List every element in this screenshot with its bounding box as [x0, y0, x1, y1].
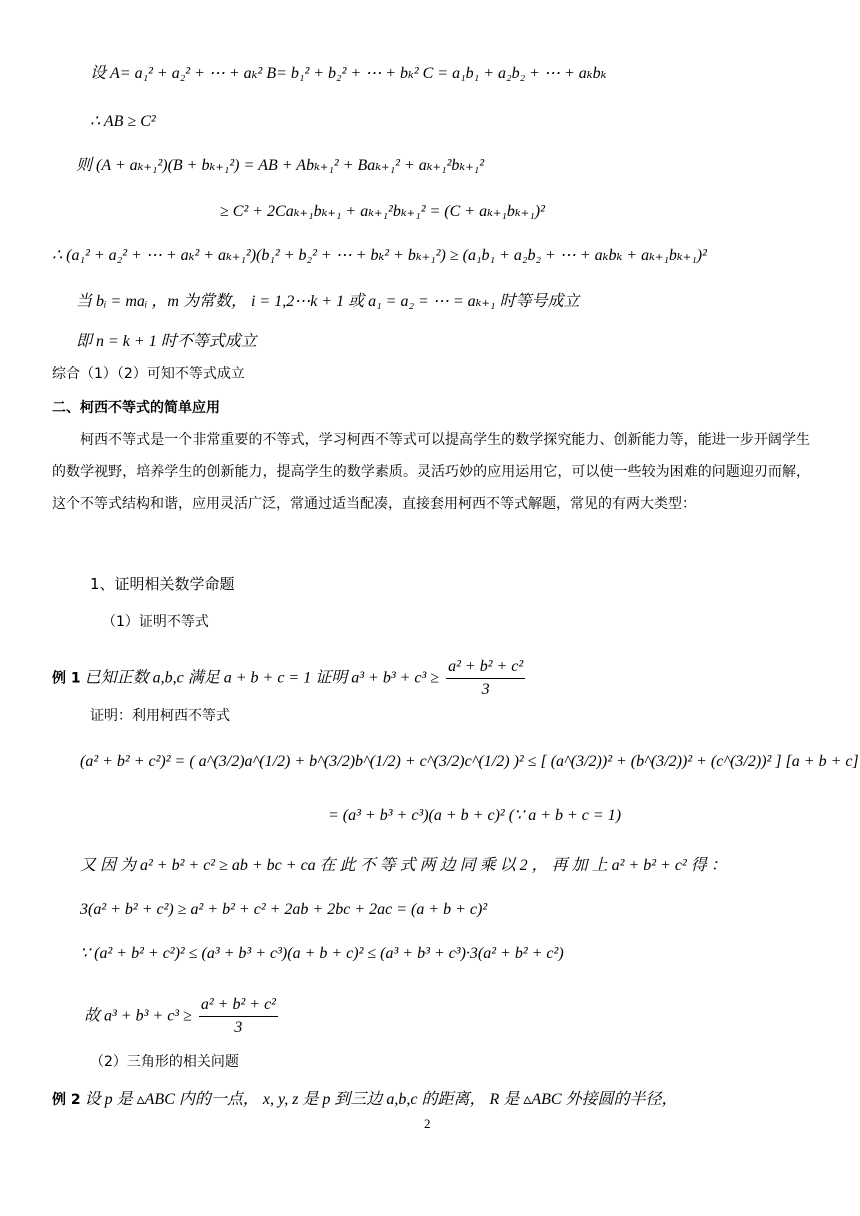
subsection-heading: 1、证明相关数学命题 — [90, 575, 235, 593]
example-1-line — [52, 656, 528, 701]
chain-inequality-line: ∵ (a² + b² + c²)² ≤ (a³ + b³ + c³)(a + b + c)² ≤ (a³ + b³ + c³)·3(a² + b² + c²) — [80, 945, 564, 962]
equality-condition-line: 当 bᵢ = maᵢ ，m 为常数， i = 1,2⋯k + 1 或 a₁ = a₂ = ⋯ = aₖ₊₁ 时等号成立 — [76, 293, 580, 310]
because-line: 又 因 为 a² + b² + c² ≥ ab + bc + ca 在 此 不 等 式 两 边 同 乘 以 2 ， 再 加 上 a² + b² + c² 得 ： — [80, 857, 727, 874]
cauchy-result-line: = (a³ + b³ + c³)(a + b + c)² (∵ a + b + c = 1) — [328, 807, 622, 824]
page-number: 2 — [424, 1116, 431, 1131]
example-2-line — [52, 1090, 678, 1110]
therefore-line — [84, 994, 281, 1039]
cauchy-step-line: (a² + b² + c²)² = ( a^(3/2)a^(1/2) + b^(3/2)b^(1/2) + c^(3/2)c^(1/2) )² ≤ [ (a^(3/2))² + (b^(3/2))² + (c^(3/2))² ] [a + b + c] — [80, 753, 859, 770]
subsection-2-title: （2）三角形的相关问题 — [90, 1054, 239, 1070]
intro-paragraph: 柯西不等式是一个非常重要的不等式，学习柯西不等式可以提高学生的数学探究能力、创新能力等，能进一步开阔学生的数学视野，培养学生的创新能力，提高学生的数学素质。灵活巧妙的应用运用它，可以使一些较为困难的问题迎刃而解，这个不等式结构和谐，应用灵活广泛，常通过适当配凑，直接套用柯西不等式解题，常见的有两大类型： — [52, 432, 810, 512]
section-heading: 二、柯西不等式的简单应用 — [52, 400, 220, 416]
example-1-fraction — [446, 656, 525, 701]
summary-line: 综合（1）（2）可知不等式成立 — [52, 366, 245, 382]
therefore-statement: 故 a³ + b³ + c³ ≥ — [84, 1007, 196, 1025]
example-1-label: 例 1 — [52, 670, 81, 687]
product-expansion-line: 则 (A + aₖ₊₁²)(B + bₖ₊₁²) = AB + Abₖ₊₁² + Baₖ₊₁² + aₖ₊₁²bₖ₊₁² — [76, 157, 485, 174]
n-equals-k-plus-1-line: 即 n = k + 1 时不等式成立 — [76, 333, 257, 350]
subsection-1-title: （1）证明不等式 — [102, 614, 209, 630]
tripled-inequality-line: 3(a² + b² + c²) ≥ a² + b² + c² + 2ab + 2bc + 2ac = (a + b + c)² — [80, 901, 488, 918]
conclusion-inequality-line: ∴ (a₁² + a₂² + ⋯ + aₖ² + aₖ₊₁²)(b₁² + b₂² + ⋯ + bₖ² + bₖ₊₁²) ≥ (a₁b₁ + a₂b₂ + ⋯ + aₖbₖ + aₖ₊₁bₖ₊₁)² — [52, 247, 707, 264]
definition-abc-line: 设 A= a₁² + a₂² + ⋯ + aₖ² B= b₁² + b₂² + ⋯ + bₖ² C = a₁b₁ + a₂b₂ + ⋯ + aₖbₖ — [90, 65, 607, 82]
example-2-statement: 设 p 是 ▵ABC 内的一点， x, y, z 是 p 到三边 a,b,c 的距离， R 是 ▵ABC 外接圆的半径， — [80, 1091, 678, 1108]
example-1-fraction-numerator: a² + b² + c² — [446, 656, 525, 679]
therefore-fraction-denominator: 3 — [234, 1019, 243, 1036]
example-1-statement: 已知正数 a,b,c 满足 a + b + c = 1 证明 a³ + b³ + c³ ≥ — [80, 669, 444, 687]
ab-ge-c2-line: ∴ AB ≥ C² — [90, 113, 156, 130]
therefore-fraction-numerator: a² + b² + c² — [199, 994, 278, 1017]
example-2-label: 例 2 — [52, 1092, 81, 1108]
proof-intro: 证明：利用柯西不等式 — [90, 708, 230, 724]
inequality-continuation-line: ≥ C² + 2Caₖ₊₁bₖ₊₁ + aₖ₊₁²bₖ₊₁² = (C + aₖ₊₁bₖ₊₁)² — [220, 203, 545, 220]
example-1-fraction-denominator: 3 — [481, 681, 490, 698]
therefore-fraction — [199, 994, 278, 1039]
